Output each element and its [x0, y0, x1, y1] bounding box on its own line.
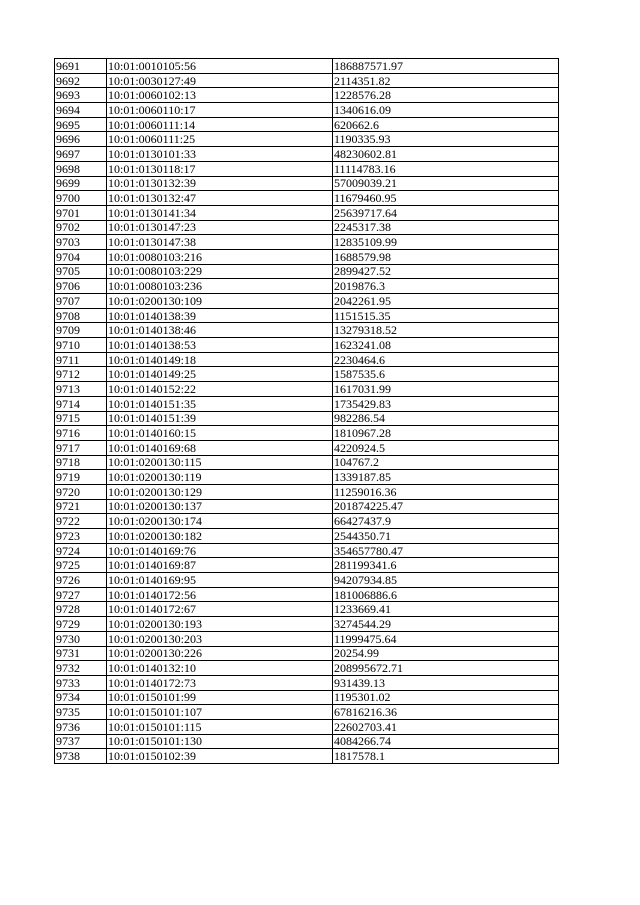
cadastral-number-cell: 10:01:0200130:129: [107, 484, 333, 499]
value-cell: 1688579.98: [333, 249, 559, 264]
table-row: [55, 279, 559, 294]
value-cell: 11114783.16: [333, 161, 559, 176]
row-number-cell: 9698: [55, 161, 107, 176]
table-row: [55, 147, 559, 162]
table-row: [55, 338, 559, 353]
table-row: [55, 440, 559, 455]
table-row: [55, 455, 559, 470]
cadastral-number-cell: 10:01:0140169:95: [107, 573, 333, 588]
value-cell: 1228576.28: [333, 88, 559, 103]
row-number-cell: 9729: [55, 617, 107, 632]
row-number-cell: 9702: [55, 220, 107, 235]
value-cell: 2019876.3: [333, 279, 559, 294]
table-row: [55, 573, 559, 588]
table-row: [55, 294, 559, 309]
value-cell: 3274544.29: [333, 617, 559, 632]
cadastral-number-cell: 10:01:0200130:226: [107, 646, 333, 661]
cadastral-number-cell: 10:01:0200130:137: [107, 499, 333, 514]
row-number-cell: 9691: [55, 59, 107, 74]
table-row: [55, 631, 559, 646]
cadastral-number-cell: 10:01:0200130:193: [107, 617, 333, 632]
row-number-cell: 9736: [55, 719, 107, 734]
row-number-cell: 9711: [55, 352, 107, 367]
table-row: [55, 617, 559, 632]
row-number-cell: 9706: [55, 279, 107, 294]
row-number-cell: 9722: [55, 514, 107, 529]
cadastral-number-cell: 10:01:0010105:56: [107, 59, 333, 74]
cadastral-number-cell: 10:01:0130118:17: [107, 161, 333, 176]
value-cell: 2230464.6: [333, 352, 559, 367]
row-number-cell: 9718: [55, 455, 107, 470]
row-number-cell: 9699: [55, 176, 107, 191]
cadastral-number-cell: 10:01:0080103:229: [107, 264, 333, 279]
row-number-cell: 9703: [55, 235, 107, 250]
table-row: [55, 690, 559, 705]
row-number-cell: 9705: [55, 264, 107, 279]
value-cell: 67816216.36: [333, 705, 559, 720]
table-row: [55, 264, 559, 279]
value-cell: 208995672.71: [333, 661, 559, 676]
cadastral-number-cell: 10:01:0140172:73: [107, 675, 333, 690]
table-row: [55, 426, 559, 441]
cadastral-number-cell: 10:01:0130147:38: [107, 235, 333, 250]
row-number-cell: 9710: [55, 338, 107, 353]
table-row: [55, 411, 559, 426]
cadastral-number-cell: 10:01:0140138:39: [107, 308, 333, 323]
value-cell: 20254.99: [333, 646, 559, 661]
row-number-cell: 9693: [55, 88, 107, 103]
row-number-cell: 9713: [55, 382, 107, 397]
table-row: [55, 661, 559, 676]
table-row: [55, 529, 559, 544]
row-number-cell: 9719: [55, 470, 107, 485]
table-row: [55, 235, 559, 250]
row-number-cell: 9712: [55, 367, 107, 382]
records-table-body: [55, 59, 559, 764]
value-cell: 4220924.5: [333, 440, 559, 455]
value-cell: 1810967.28: [333, 426, 559, 441]
cadastral-number-cell: 10:01:0060110:17: [107, 103, 333, 118]
row-number-cell: 9692: [55, 73, 107, 88]
value-cell: 186887571.97: [333, 59, 559, 74]
table-row: [55, 382, 559, 397]
cadastral-number-cell: 10:01:0200130:203: [107, 631, 333, 646]
row-number-cell: 9731: [55, 646, 107, 661]
table-row: [55, 220, 559, 235]
row-number-cell: 9709: [55, 323, 107, 338]
row-number-cell: 9733: [55, 675, 107, 690]
cadastral-number-cell: 10:01:0080103:236: [107, 279, 333, 294]
cadastral-number-cell: 10:01:0130132:39: [107, 176, 333, 191]
row-number-cell: 9727: [55, 587, 107, 602]
value-cell: 1339187.85: [333, 470, 559, 485]
cadastral-number-cell: 10:01:0150101:107: [107, 705, 333, 720]
table-row: [55, 308, 559, 323]
value-cell: 1587535.6: [333, 367, 559, 382]
row-number-cell: 9738: [55, 749, 107, 764]
value-cell: 13279318.52: [333, 323, 559, 338]
table-row: [55, 470, 559, 485]
value-cell: 104767.2: [333, 455, 559, 470]
cadastral-number-cell: 10:01:0200130:119: [107, 470, 333, 485]
table-row: [55, 719, 559, 734]
row-number-cell: 9725: [55, 558, 107, 573]
value-cell: 982286.54: [333, 411, 559, 426]
row-number-cell: 9697: [55, 147, 107, 162]
row-number-cell: 9726: [55, 573, 107, 588]
table-row: [55, 59, 559, 74]
value-cell: 181006886.6: [333, 587, 559, 602]
table-row: [55, 205, 559, 220]
row-number-cell: 9700: [55, 191, 107, 206]
table-row: [55, 705, 559, 720]
row-number-cell: 9701: [55, 205, 107, 220]
cadastral-number-cell: 10:01:0150101:130: [107, 734, 333, 749]
table-row: [55, 191, 559, 206]
value-cell: 201874225.47: [333, 499, 559, 514]
value-cell: 12835109.99: [333, 235, 559, 250]
cadastral-number-cell: 10:01:0200130:109: [107, 294, 333, 309]
row-number-cell: 9720: [55, 484, 107, 499]
value-cell: 1151515.35: [333, 308, 559, 323]
table-row: [55, 749, 559, 764]
table-row: [55, 117, 559, 132]
value-cell: 2899427.52: [333, 264, 559, 279]
table-row: [55, 132, 559, 147]
cadastral-number-cell: 10:01:0140169:68: [107, 440, 333, 455]
table-row: [55, 484, 559, 499]
table-row: [55, 249, 559, 264]
cadastral-number-cell: 10:01:0140151:35: [107, 396, 333, 411]
cadastral-number-cell: 10:01:0130141:34: [107, 205, 333, 220]
row-number-cell: 9723: [55, 529, 107, 544]
table-row: [55, 558, 559, 573]
value-cell: 1623241.08: [333, 338, 559, 353]
table-row: [55, 176, 559, 191]
cadastral-number-cell: 10:01:0140152:22: [107, 382, 333, 397]
table-row: [55, 352, 559, 367]
table-row: [55, 88, 559, 103]
row-number-cell: 9694: [55, 103, 107, 118]
cadastral-number-cell: 10:01:0140160:15: [107, 426, 333, 441]
value-cell: 2114351.82: [333, 73, 559, 88]
value-cell: 94207934.85: [333, 573, 559, 588]
value-cell: 354657780.47: [333, 543, 559, 558]
value-cell: 2245317.38: [333, 220, 559, 235]
table-row: [55, 514, 559, 529]
cadastral-number-cell: 10:01:0140172:56: [107, 587, 333, 602]
value-cell: 11679460.95: [333, 191, 559, 206]
row-number-cell: 9734: [55, 690, 107, 705]
row-number-cell: 9716: [55, 426, 107, 441]
row-number-cell: 9708: [55, 308, 107, 323]
value-cell: 48230602.81: [333, 147, 559, 162]
table-row: [55, 367, 559, 382]
row-number-cell: 9724: [55, 543, 107, 558]
value-cell: 11999475.64: [333, 631, 559, 646]
row-number-cell: 9715: [55, 411, 107, 426]
row-number-cell: 9717: [55, 440, 107, 455]
cadastral-number-cell: 10:01:0140172:67: [107, 602, 333, 617]
row-number-cell: 9737: [55, 734, 107, 749]
cadastral-number-cell: 10:01:0200130:182: [107, 529, 333, 544]
value-cell: 281199341.6: [333, 558, 559, 573]
table-row: [55, 587, 559, 602]
cadastral-number-cell: 10:01:0140169:87: [107, 558, 333, 573]
table-row: [55, 734, 559, 749]
cadastral-number-cell: 10:01:0080103:216: [107, 249, 333, 264]
value-cell: 1817578.1: [333, 749, 559, 764]
table-row: [55, 499, 559, 514]
cadastral-number-cell: 10:01:0060111:25: [107, 132, 333, 147]
cadastral-number-cell: 10:01:0140149:25: [107, 367, 333, 382]
row-number-cell: 9730: [55, 631, 107, 646]
value-cell: 2042261.95: [333, 294, 559, 309]
value-cell: 25639717.64: [333, 205, 559, 220]
value-cell: 57009039.21: [333, 176, 559, 191]
cadastral-number-cell: 10:01:0130101:33: [107, 147, 333, 162]
cadastral-number-cell: 10:01:0130147:23: [107, 220, 333, 235]
row-number-cell: 9695: [55, 117, 107, 132]
table-row: [55, 646, 559, 661]
cadastral-number-cell: 10:01:0140151:39: [107, 411, 333, 426]
table-row: [55, 73, 559, 88]
cadastral-number-cell: 10:01:0200130:115: [107, 455, 333, 470]
cadastral-number-cell: 10:01:0140169:76: [107, 543, 333, 558]
row-number-cell: 9704: [55, 249, 107, 264]
value-cell: 1190335.93: [333, 132, 559, 147]
table-row: [55, 543, 559, 558]
table-row: [55, 675, 559, 690]
cadastral-number-cell: 10:01:0140149:18: [107, 352, 333, 367]
value-cell: 2544350.71: [333, 529, 559, 544]
cadastral-number-cell: 10:01:0060102:13: [107, 88, 333, 103]
cadastral-number-cell: 10:01:0200130:174: [107, 514, 333, 529]
value-cell: 1735429.83: [333, 396, 559, 411]
cadastral-number-cell: 10:01:0150102:39: [107, 749, 333, 764]
cadastral-number-cell: 10:01:0150101:115: [107, 719, 333, 734]
row-number-cell: 9728: [55, 602, 107, 617]
table-row: [55, 161, 559, 176]
value-cell: 11259016.36: [333, 484, 559, 499]
row-number-cell: 9714: [55, 396, 107, 411]
value-cell: 1617031.99: [333, 382, 559, 397]
cadastral-number-cell: 10:01:0030127:49: [107, 73, 333, 88]
cadastral-number-cell: 10:01:0140138:53: [107, 338, 333, 353]
value-cell: 22602703.41: [333, 719, 559, 734]
row-number-cell: 9696: [55, 132, 107, 147]
row-number-cell: 9707: [55, 294, 107, 309]
table-row: [55, 602, 559, 617]
row-number-cell: 9735: [55, 705, 107, 720]
row-number-cell: 9732: [55, 661, 107, 676]
table-row: [55, 396, 559, 411]
value-cell: 931439.13: [333, 675, 559, 690]
cadastral-number-cell: 10:01:0140132:10: [107, 661, 333, 676]
table-row: [55, 103, 559, 118]
records-table: [54, 58, 559, 764]
value-cell: 1195301.02: [333, 690, 559, 705]
value-cell: 1233669.41: [333, 602, 559, 617]
value-cell: 620662.6: [333, 117, 559, 132]
value-cell: 66427437.9: [333, 514, 559, 529]
cadastral-number-cell: 10:01:0150101:99: [107, 690, 333, 705]
cadastral-number-cell: 10:01:0130132:47: [107, 191, 333, 206]
value-cell: 1340616.09: [333, 103, 559, 118]
cadastral-number-cell: 10:01:0060111:14: [107, 117, 333, 132]
row-number-cell: 9721: [55, 499, 107, 514]
value-cell: 4084266.74: [333, 734, 559, 749]
table-row: [55, 323, 559, 338]
cadastral-number-cell: 10:01:0140138:46: [107, 323, 333, 338]
